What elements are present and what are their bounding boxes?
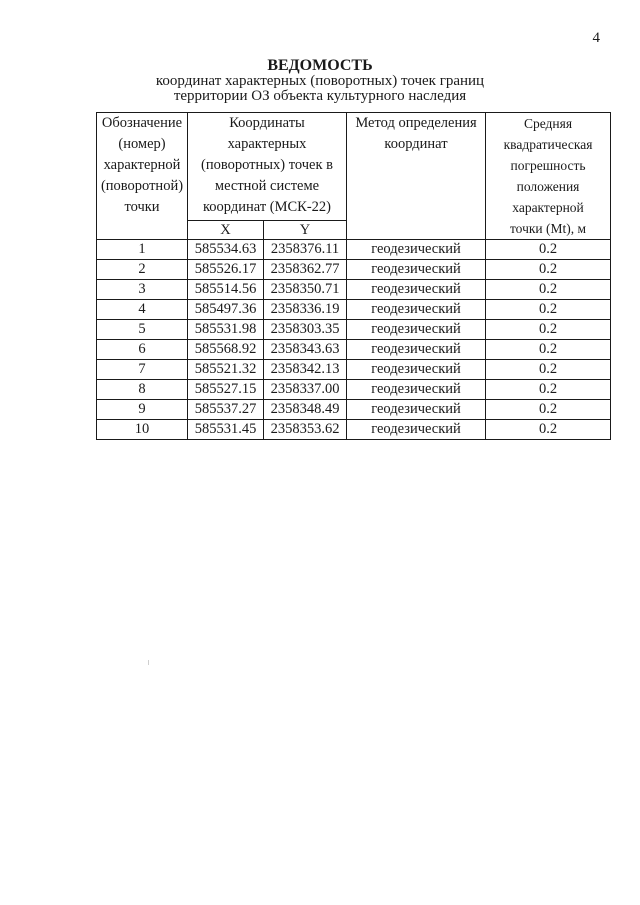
cell-point-number: 6 xyxy=(97,340,188,360)
table-row xyxy=(97,360,611,380)
cell-x: 585527.15 xyxy=(188,380,264,400)
cell-error: 0.2 xyxy=(486,360,611,380)
cell-error: 0.2 xyxy=(486,340,611,360)
document-subtitle-line-1: координат характерных (поворотных) точек границ xyxy=(155,73,485,89)
cell-x: 585521.32 xyxy=(188,360,264,380)
header-x: X xyxy=(188,221,264,240)
scan-speck xyxy=(148,660,149,665)
page-number: 4 xyxy=(592,30,600,46)
cell-point-number: 1 xyxy=(97,240,188,260)
cell-error: 0.2 xyxy=(486,280,611,300)
cell-method: геодезический xyxy=(347,300,486,320)
cell-point-number: 7 xyxy=(97,360,188,380)
table-row xyxy=(97,340,611,360)
cell-method: геодезический xyxy=(347,320,486,340)
cell-method: геодезический xyxy=(347,240,486,260)
cell-method: геодезический xyxy=(347,280,486,300)
cell-method: геодезический xyxy=(347,340,486,360)
table-header-row xyxy=(97,113,611,221)
cell-error: 0.2 xyxy=(486,240,611,260)
cell-error: 0.2 xyxy=(486,420,611,440)
cell-x: 585534.63 xyxy=(188,240,264,260)
cell-y: 2358337.00 xyxy=(264,380,347,400)
table-row xyxy=(97,320,611,340)
cell-y: 2358376.11 xyxy=(264,240,347,260)
header-coordinates: Координаты характерных (поворотных) точек в местной системе координат (МСК-22) xyxy=(188,113,347,221)
cell-point-number: 2 xyxy=(97,260,188,280)
title-block xyxy=(0,57,640,104)
table-row xyxy=(97,260,611,280)
document-subtitle-line-2: территории ОЗ объекта культурного наследия xyxy=(173,88,467,104)
table-row xyxy=(97,420,611,440)
header-error: Средняя квадратическая погрешность положения характерной точки (Mt), м xyxy=(486,113,611,240)
cell-y: 2358350.71 xyxy=(264,280,347,300)
cell-x: 585531.45 xyxy=(188,420,264,440)
coordinates-table xyxy=(96,112,611,440)
cell-y: 2358348.49 xyxy=(264,400,347,420)
cell-method: геодезический xyxy=(347,400,486,420)
cell-y: 2358336.19 xyxy=(264,300,347,320)
header-method: Метод определения координат xyxy=(347,113,486,240)
cell-y: 2358342.13 xyxy=(264,360,347,380)
cell-x: 585514.56 xyxy=(188,280,264,300)
cell-point-number: 4 xyxy=(97,300,188,320)
cell-y: 2358353.62 xyxy=(264,420,347,440)
cell-point-number: 9 xyxy=(97,400,188,420)
table-row xyxy=(97,400,611,420)
cell-method: геодезический xyxy=(347,360,486,380)
cell-error: 0.2 xyxy=(486,320,611,340)
cell-point-number: 5 xyxy=(97,320,188,340)
header-y: Y xyxy=(264,221,347,240)
header-point-number: Обозначение (номер) характерной (поворотной) точки xyxy=(97,113,188,240)
cell-x: 585537.27 xyxy=(188,400,264,420)
cell-x: 585497.36 xyxy=(188,300,264,320)
cell-error: 0.2 xyxy=(486,300,611,320)
cell-method: геодезический xyxy=(347,420,486,440)
cell-error: 0.2 xyxy=(486,260,611,280)
table-row xyxy=(97,240,611,260)
table-row xyxy=(97,300,611,320)
cell-error: 0.2 xyxy=(486,400,611,420)
cell-error: 0.2 xyxy=(486,380,611,400)
document-title: ВЕДОМОСТЬ xyxy=(267,57,373,74)
cell-y: 2358362.77 xyxy=(264,260,347,280)
table-row xyxy=(97,280,611,300)
cell-y: 2358343.63 xyxy=(264,340,347,360)
cell-x: 585526.17 xyxy=(188,260,264,280)
cell-point-number: 8 xyxy=(97,380,188,400)
table-row xyxy=(97,380,611,400)
cell-point-number: 3 xyxy=(97,280,188,300)
cell-point-number: 10 xyxy=(97,420,188,440)
cell-x: 585568.92 xyxy=(188,340,264,360)
cell-method: геодезический xyxy=(347,380,486,400)
cell-x: 585531.98 xyxy=(188,320,264,340)
cell-method: геодезический xyxy=(347,260,486,280)
cell-y: 2358303.35 xyxy=(264,320,347,340)
